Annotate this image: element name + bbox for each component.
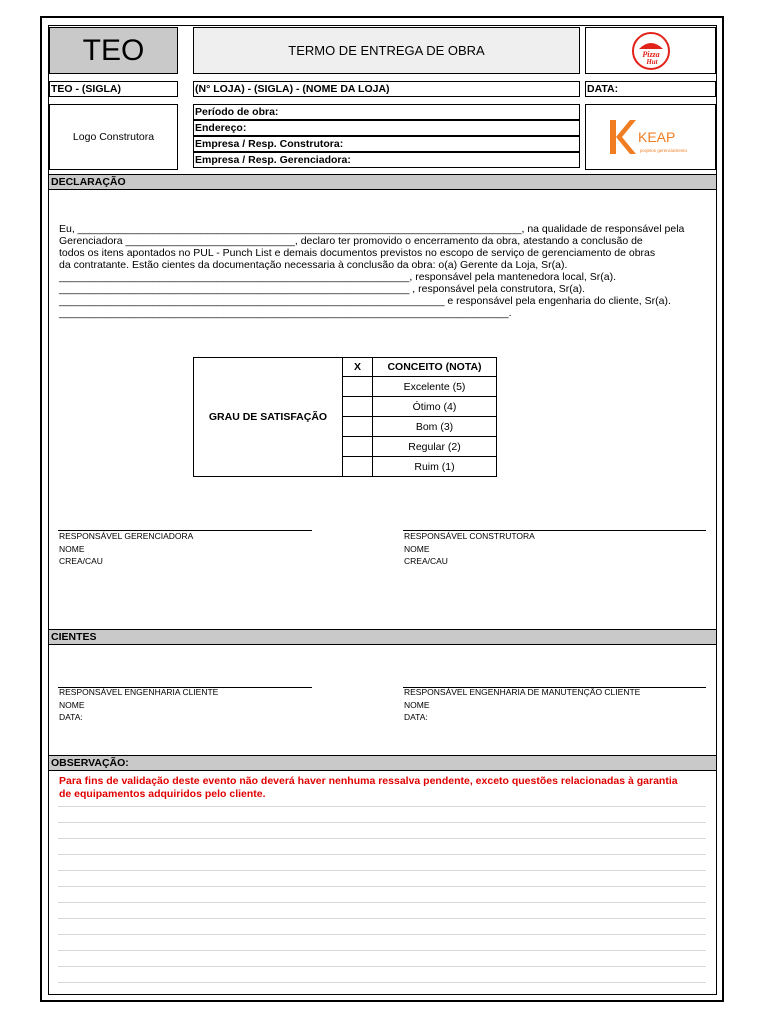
observation-line[interactable] — [58, 966, 706, 967]
observation-line[interactable] — [58, 870, 706, 871]
observation-note-line: Para fins de validação deste evento não deverá haver nenhuma ressalva pendente, exceto questões relacionadas à garantia — [59, 775, 678, 787]
observation-note-line: de equipamentos adquiridos pelo cliente. — [59, 788, 266, 800]
declaration-line: ____________________________________________________________ , responsável pela construtora, Sr(a). — [59, 283, 586, 295]
signature-date-label: DATA: — [404, 712, 428, 722]
signature-name-label: NOME — [404, 699, 430, 710]
satisfaction-concept-header: CONCEITO (NOTA) — [372, 357, 497, 377]
satisfaction-option: Regular (2) — [372, 436, 497, 457]
observation-line[interactable] — [58, 902, 706, 903]
satisfaction-check-bom[interactable] — [342, 416, 373, 437]
period-field[interactable]: Período de obra: — [193, 104, 580, 120]
store-field[interactable]: (N° LOJA) - (SIGLA) - (NOME DA LOJA) — [193, 81, 580, 97]
declaration-line: Gerenciadora _____________________________, declaro ter promovido o encerramento da obra, atestando a conclusão de — [59, 235, 643, 247]
sigla-field[interactable]: TEO - (SIGLA) — [49, 81, 178, 97]
observation-line[interactable] — [58, 854, 706, 855]
satisfaction-check-ruim[interactable] — [342, 456, 373, 477]
brand-logo-cell — [585, 27, 716, 74]
builder-company-field[interactable]: Empresa / Resp. Construtora: — [193, 136, 580, 152]
manager-logo-cell — [585, 104, 716, 170]
doc-title: TERMO DE ENTREGA DE OBRA — [193, 27, 580, 74]
declaration-line: todos os itens apontados no PUL - Punch List e demais documentos previstos no escopo de serviço de gerenciamento de obras — [59, 247, 656, 259]
signature-role: RESPONSÁVEL ENGENHARIA DE MANUTENÇÃO CLIENTE — [404, 687, 641, 697]
signature-block-builder — [404, 530, 535, 568]
satisfaction-label: GRAU DE SATISFAÇÃO — [193, 357, 343, 477]
observation-line[interactable] — [58, 886, 706, 887]
brand-line-1: Pizza — [641, 49, 660, 59]
doc-code: TEO — [49, 27, 178, 74]
satisfaction-check-otimo[interactable] — [342, 396, 373, 417]
signature-role: RESPONSÁVEL ENGENHARIA CLIENTE — [59, 687, 219, 697]
keap-logo-icon — [596, 112, 706, 162]
keap-logo-subtitle: projetos gerenciamento — [639, 148, 687, 153]
signature-crea-label: CREA/CAU — [404, 556, 448, 566]
satisfaction-check-regular[interactable] — [342, 436, 373, 457]
page-inner-frame — [48, 25, 717, 995]
observation-heading: OBSERVAÇÃO: — [48, 755, 717, 771]
observation-line[interactable] — [58, 822, 706, 823]
address-field[interactable]: Endereço: — [193, 120, 580, 136]
declaration-text — [59, 223, 709, 319]
satisfaction-option: Ruim (1) — [372, 456, 497, 477]
declaration-line: __________________________________________________________________ e responsável pela engenharia do cliente, Sr(a). — [59, 295, 671, 307]
satisfaction-option: Ótimo (4) — [372, 396, 497, 417]
observation-line[interactable] — [58, 982, 706, 983]
satisfaction-option: Bom (3) — [372, 416, 497, 437]
signature-name-label: NOME — [59, 543, 85, 554]
observation-line[interactable] — [58, 950, 706, 951]
satisfaction-x-header: X — [342, 357, 373, 377]
satisfaction-option: Excelente (5) — [372, 376, 497, 397]
observation-line[interactable] — [58, 934, 706, 935]
signature-block-manager — [59, 530, 193, 568]
observation-note — [59, 775, 709, 801]
observation-line[interactable] — [58, 806, 706, 807]
clients-heading: CIENTES — [48, 629, 717, 645]
signature-crea-label: CREA/CAU — [59, 556, 103, 566]
pizza-hut-logo-icon — [631, 31, 671, 71]
declaration-line: Eu, ____________________________________________________________________________, na qualidade de responsável pela — [59, 223, 685, 235]
declaration-heading: DECLARAÇÃO — [48, 174, 717, 190]
date-field[interactable]: DATA: — [585, 81, 716, 97]
signature-role: RESPONSÁVEL CONSTRUTORA — [404, 531, 535, 541]
declaration-line: _____________________________________________________________________________. — [59, 307, 512, 319]
manager-company-field[interactable]: Empresa / Resp. Gerenciadora: — [193, 152, 580, 168]
signature-role: RESPONSÁVEL GERENCIADORA — [59, 531, 194, 541]
declaration-line: ____________________________________________________________, responsável pela mantenedora local, Sr(a). — [59, 271, 616, 283]
declaration-line: da contratante. Estão cientes da documentação necessaria à conclusão da obra: o(a) Gerente da Loja, Sr(a). — [59, 259, 568, 271]
observation-line[interactable] — [58, 918, 706, 919]
signature-name-label: NOME — [404, 543, 430, 554]
satisfaction-check-excelente[interactable] — [342, 376, 373, 397]
brand-line-2: Hut — [645, 57, 658, 66]
signature-name-label: NOME — [59, 699, 85, 710]
observation-line[interactable] — [58, 838, 706, 839]
signature-date-label: DATA: — [59, 712, 83, 722]
builder-logo-placeholder: Logo Construtora — [49, 104, 178, 170]
keap-logo-name: KEAP — [637, 129, 675, 145]
signature-block-client-maintenance — [404, 686, 640, 724]
signature-block-client-engineering — [59, 686, 218, 724]
